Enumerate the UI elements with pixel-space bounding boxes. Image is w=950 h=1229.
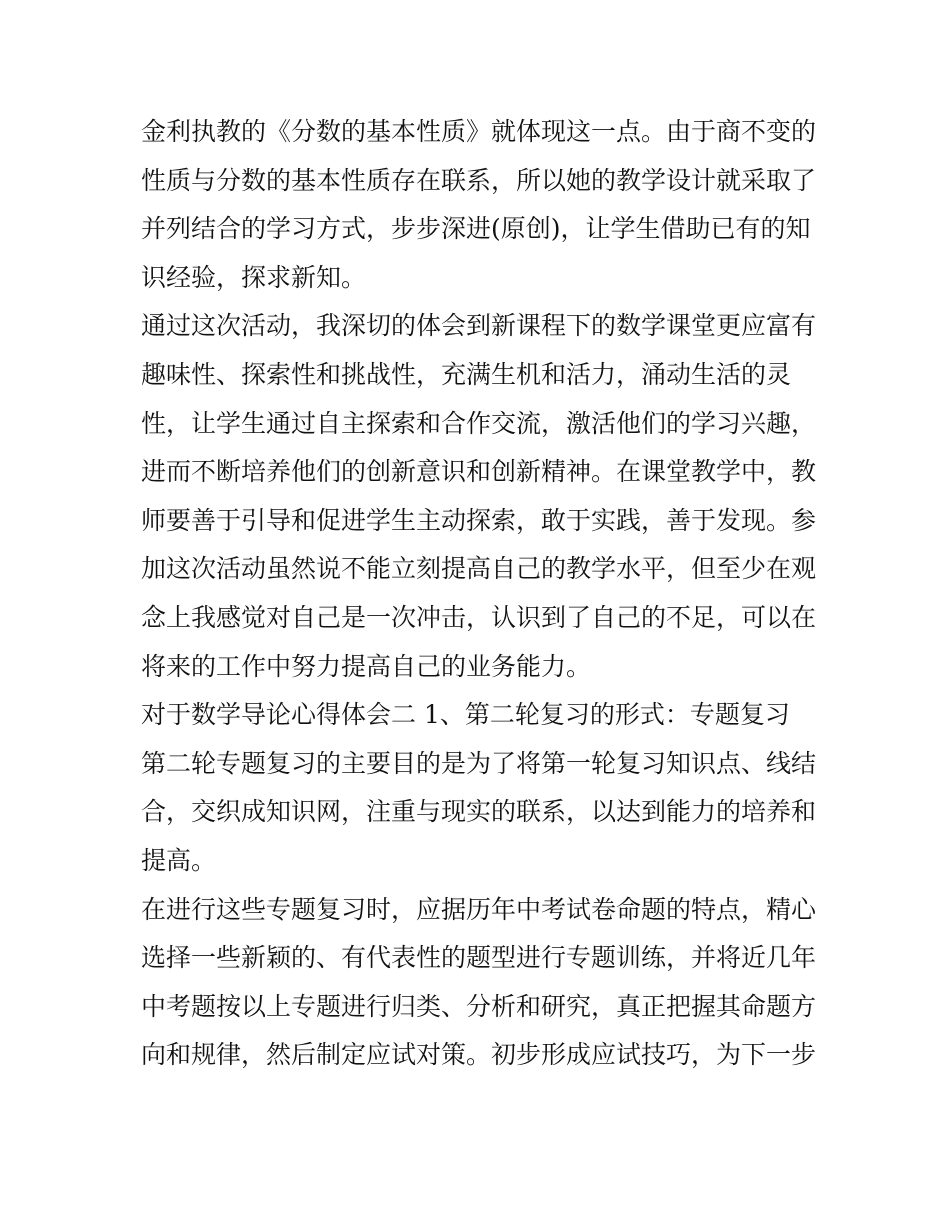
text-line: 将来的工作中努力提高自己的业务能力。 xyxy=(141,651,592,681)
text-line: 向和规律，然后制定应试对策。初步形成应试技巧，为下一步 xyxy=(141,1040,816,1070)
text-line: 加这次活动虽然说不能立刻提高自己的教学水平，但至少在观 xyxy=(141,554,816,584)
text-line: 识经验，探求新知。 xyxy=(141,262,367,292)
document-body xyxy=(141,108,816,1080)
text-line: 合，交织成知识网，注重与现实的联系，以达到能力的培养和 xyxy=(141,797,816,827)
text-line: 性质与分数的基本性质存在联系，所以她的教学设计就采取了 xyxy=(141,165,816,195)
text-line: 通过这次活动，我深切的体会到新课程下的数学课堂更应富有 xyxy=(141,311,816,341)
text-line: 并列结合的学习方式，步步深进(原创)，让学生借助已有的知 xyxy=(141,214,811,244)
text-line: 念上我感觉对自己是一次冲击，认识到了自己的不足，可以在 xyxy=(141,602,816,632)
text-line: 师要善于引导和促进学生主动探索，敢于实践，善于发现。参 xyxy=(141,505,816,535)
text-line: 对于数学导论心得体会二 1、第二轮复习的形式：专题复习 xyxy=(141,700,790,730)
text-line: 在进行这些专题复习时，应据历年中考试卷命题的特点，精心 xyxy=(141,894,816,924)
text-line: 进而不断培养他们的创新意识和创新精神。在课堂教学中，教 xyxy=(141,457,816,487)
text-line: 提高。 xyxy=(141,845,217,875)
text-line: 金利执教的《分数的基本性质》就体现这一点。由于商不变的 xyxy=(141,117,816,146)
text-line: 性，让学生通过自主探索和合作交流，激活他们的学习兴趣， xyxy=(141,408,816,438)
text-line: 趣味性、探索性和挑战性，充满生机和活力，涌动生活的灵 xyxy=(141,359,792,389)
text-line: 中考题按以上专题进行归类、分析和研究，真正把握其命题方 xyxy=(141,991,816,1021)
text-line: 第二轮专题复习的主要目的是为了将第一轮复习知识点、线结 xyxy=(141,748,816,778)
text-line: 选择一些新颖的、有代表性的题型进行专题训练，并将近几年 xyxy=(141,943,816,973)
